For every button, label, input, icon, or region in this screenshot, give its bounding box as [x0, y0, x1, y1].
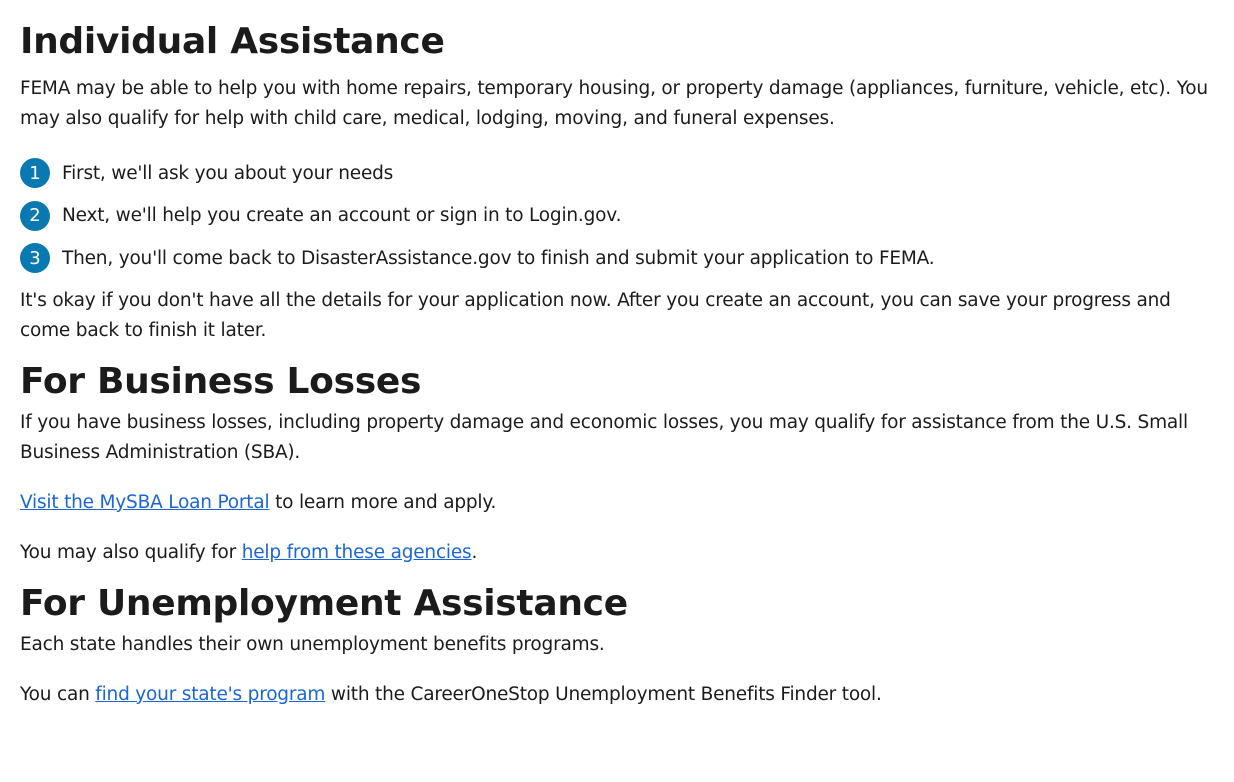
state-program-paragraph: [20, 680, 1214, 710]
sba-portal-suffix: to learn more and apply.: [269, 491, 497, 513]
unemployment-intro: Each state handles their own unemployment benefits programs.: [20, 633, 605, 655]
business-losses-section: [20, 360, 1214, 568]
step-item-3: [20, 243, 1214, 273]
state-program-prefix: You can: [20, 683, 96, 705]
state-program-suffix: with the CareerOneStop Unemployment Benefits Finder tool.: [325, 683, 882, 705]
save-progress-note: It's okay if you don't have all the details for your application now. After you create an account, you can save your progress and come back to finish it later.: [20, 289, 1171, 341]
find-state-program-link[interactable]: find your state's program: [95, 683, 326, 705]
other-agencies-suffix: .: [471, 541, 478, 563]
other-agencies-paragraph: [20, 538, 1214, 568]
unemployment-assistance-heading: For Unemployment Assistance: [20, 582, 628, 624]
step-number-badge: 1: [20, 158, 50, 188]
step-text: Then, you'll come back to DisasterAssistance.gov to finish and submit your application to FEMA.: [62, 247, 935, 269]
step-item-2: [20, 201, 1214, 231]
step-text: Next, we'll help you create an account or sign in to Login.gov.: [62, 205, 622, 226]
mysba-loan-portal-link[interactable]: Visit the MySBA Loan Portal: [20, 491, 270, 513]
other-agencies-prefix: You may also qualify for: [20, 541, 242, 563]
business-losses-heading: For Business Losses: [20, 360, 422, 402]
business-losses-intro: If you have business losses, including property damage and economic losses, you may qualify for assistance from the U.S. Small Business Administration (SBA).: [20, 411, 1188, 463]
unemployment-assistance-section: [20, 582, 1214, 710]
step-text: First, we'll ask you about your needs: [62, 162, 394, 184]
individual-assistance-intro: FEMA may be able to help you with home repairs, temporary housing, or property damage (appliances, furniture, vehicle, etc). You may also qualify for help with child care, medical, lodging, moving, and funeral expenses.: [20, 78, 1208, 129]
step-number-badge: 2: [20, 201, 50, 231]
individual-assistance-heading: Individual Assistance: [20, 21, 445, 62]
application-steps-list: [20, 158, 1214, 273]
individual-assistance-section: [20, 20, 1214, 346]
step-item-1: [20, 158, 1214, 188]
sba-portal-paragraph: [20, 488, 1214, 518]
step-number-badge: 3: [20, 243, 50, 273]
help-from-agencies-link[interactable]: help from these agencies: [241, 541, 472, 563]
